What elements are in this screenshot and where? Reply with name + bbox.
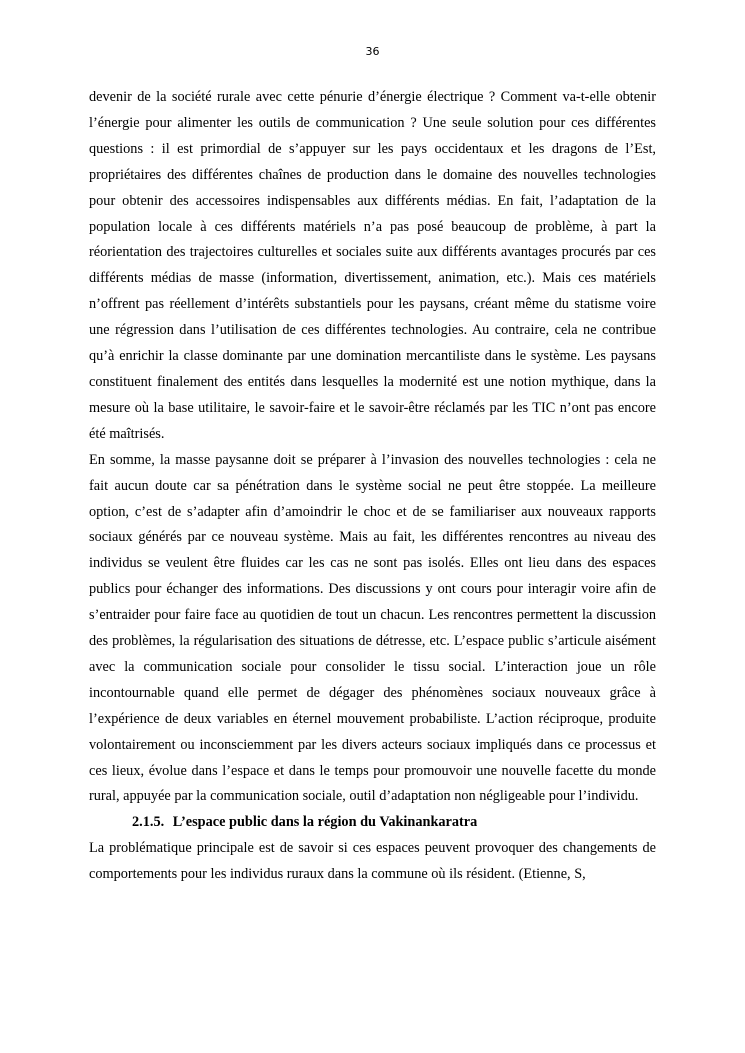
section-title: L’espace public dans la région du Vakinankaratra (172, 814, 478, 831)
section-heading (89, 810, 656, 836)
paragraph-rural-energy: devenir de la société rurale avec cette pénurie d’énergie électrique ? Comment va-t-elle obtenir l’énergie pour alimenter les outils de communication ? Une seule solution pour ces différentes questions : il est primordial de s’appuyer sur les pays occidentaux et les dragons de l’Est, propriétaires des différentes chaînes de production dans le domaine des nouvelles technologies pour obtenir des accessoires indispensables aux différents médias. En fait, l’adaptation de la population locale à ces différents matériels n’a pas posé beaucoup de problème, à part la réorientation des trajectoires culturelles et sociales suite aux différents avantages procurés par ces différents médias de masse (information, divertissement, animation, etc.). Mais ces matériels n’offrent pas réellement d’intérêts substantiels pour les paysans, créant même du statisme voire une régression dans l’utilisation de ces différentes technologies. Au contraire, cela ne contribue qu’à enrichir la classe dominante par une domination mercantiliste dans le système. Les paysans constituent finalement des entités dans lesquelles la modernité est une notion mythique, dans la mesure où la base utilitaire, le savoir-faire et le savoir-être réclamés par les TIC n’ont pas encore été maîtrisés. (89, 89, 656, 442)
page-number: 36 (365, 45, 380, 58)
section-number: 2.1.5. (132, 814, 165, 831)
paragraph-problematique: La problématique principale est de savoir si ces espaces peuvent provoquer des changements de comportements pour les individus ruraux dans la commune où ils résident. (Etienne, S, (89, 840, 656, 883)
paragraph-new-technologies: En somme, la masse paysanne doit se préparer à l’invasion des nouvelles technologies : cela ne fait aucun doute car sa pénétration dans le système social ne peut être stoppée. La meilleure option, c’est de s’adapter afin d’amoindrir le choc et de se familiariser aux nouveaux rapports sociaux générés par ce nouveau système. Mais au fait, les différentes rencontres au niveau des individus se veulent être fluides car les cas ne sont pas isolés. Elles ont lieu dans des espaces publics pour échanger des informations. Des discussions y ont cours pour interagir voire afin de s’entraider pour faire face au quotidien de tout un chacun. Les rencontres permettent la discussion des problèmes, la régularisation des situations de détresse, etc. L’espace public s’articule aisément avec la communication sociale pour consolider le tissu social. L’interaction joue un rôle incontournable quand elle permet de dégager des phénomènes sociaux nouveaux grâce à l’expérience de deux variables en éternel mouvement probabiliste. L’action réciproque, produite volontairement ou inconsciemment par les divers acteurs sociaux impliqués dans ce processus et ces lieux, évolue dans l’espace et dans le temps pour promouvoir une nouvelle facette du monde rural, appuyée par la communication sociale, outil d’adaptation non négligeable pour l’individu. (89, 451, 656, 805)
body-text (89, 85, 656, 888)
